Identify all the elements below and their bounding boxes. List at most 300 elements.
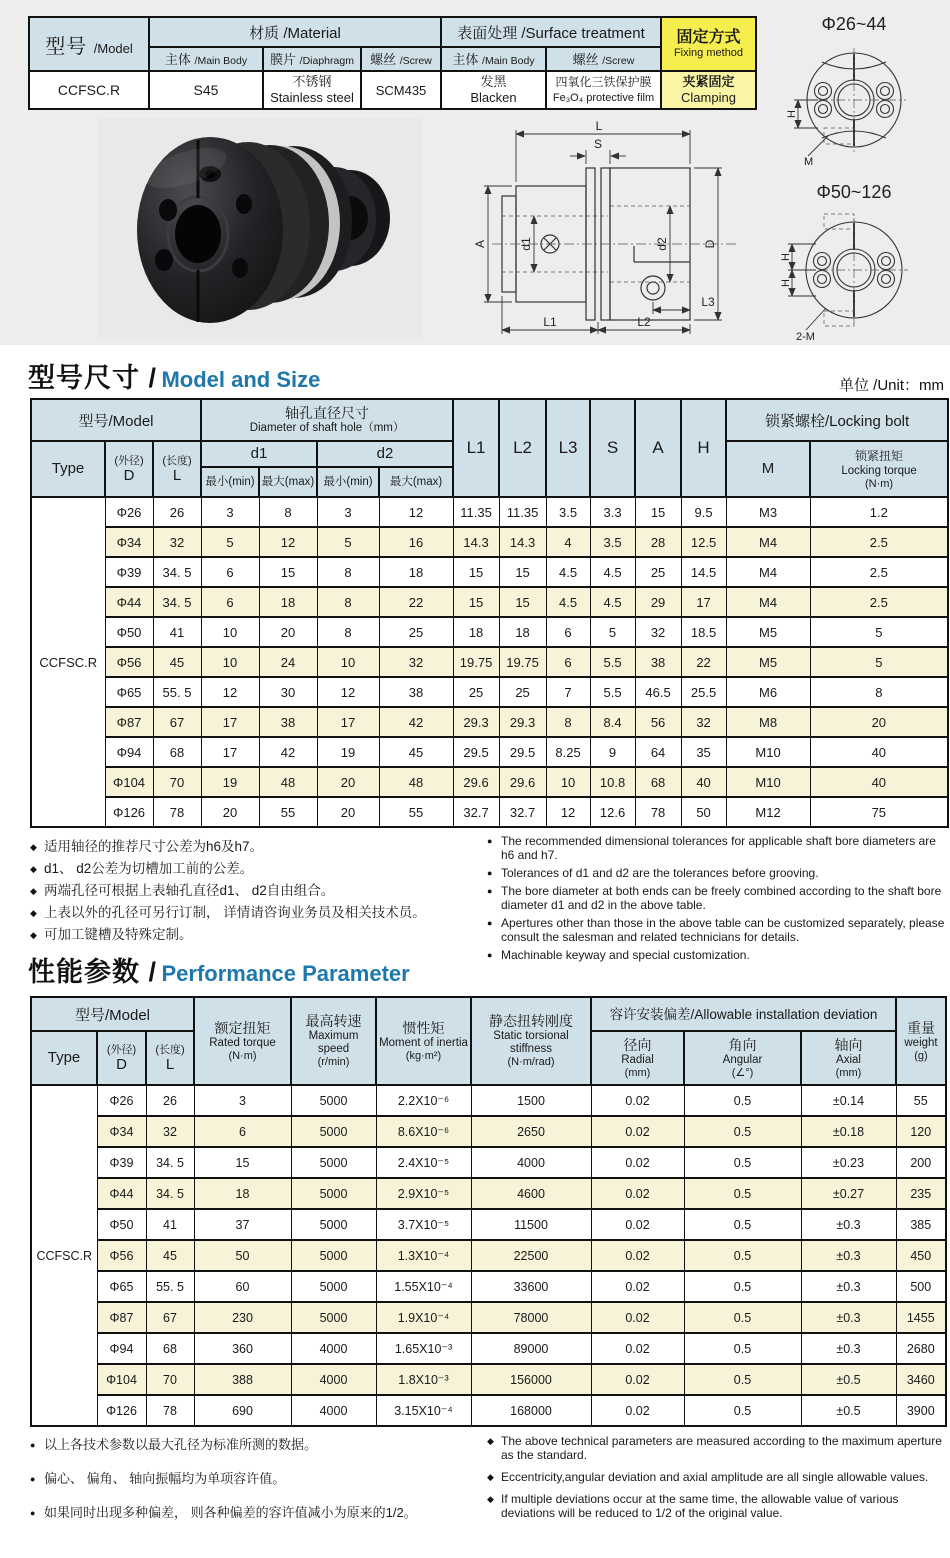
cell: 89000 [471,1333,591,1364]
note-item [30,858,480,880]
bolt-M-label: M [804,156,814,168]
cell: 5 [810,617,948,647]
cell: 45 [146,1240,194,1271]
cell: 2680 [896,1333,946,1364]
table-row [31,677,948,707]
d1-max-header: 最大(max) [259,467,317,497]
cell: 2.2X10⁻⁶ [376,1085,471,1116]
cell: 3.5 [590,527,635,557]
cell: 22 [379,587,453,617]
cell: 78 [153,797,201,827]
cell: 4600 [471,1178,591,1209]
cell: 388 [194,1364,291,1395]
cell: 5 [590,617,635,647]
note-bullet: ● [487,868,493,878]
dim-A-label: A [473,239,487,249]
front-large-title: Φ50~126 [816,182,892,202]
spec-diaphragm-header: 膜片 /Diaphragm [263,47,361,71]
note-text: 两端孔径可根据上表轴孔直径d1、 d2自由组合。 [44,883,335,898]
cell: 0.02 [591,1333,684,1364]
table-row [31,1116,946,1147]
spec-surface-header: 表面处理 /Surface treatment [441,17,661,47]
cell: 55. 5 [146,1271,194,1302]
note-item [30,836,480,858]
perf-type-header: Type [31,1031,97,1085]
table-row [31,1209,946,1240]
note-bullet: ◆ [487,1494,494,1504]
cell: 10.8 [590,767,635,797]
cell: 1.3X10⁻⁴ [376,1240,471,1271]
note-text: Machinable keyway and special customization. [501,948,750,962]
col-A-header: A [635,399,681,497]
cell: 55 [259,797,317,827]
cell: 2650 [471,1116,591,1147]
cell: 8.4 [590,707,635,737]
cell: 168000 [471,1395,591,1426]
front-view-large [780,182,908,343]
cell: 3.5 [546,497,590,527]
cell: 25 [453,677,499,707]
note-item [487,916,945,944]
dim-D-label: D [703,239,717,249]
spec-model-value: CCFSC.R [29,71,149,109]
cell: Φ39 [105,557,153,587]
spec-fixing-value: 夹紧固定 Clamping [661,71,756,109]
table-row [31,1333,946,1364]
cell: 18 [453,617,499,647]
performance-table [30,996,947,1427]
cell: 0.02 [591,1302,684,1333]
size-model-header: 型号/Model [31,399,201,441]
perf-notes-zh [30,1436,480,1522]
cell: 29 [635,587,681,617]
cell: 68 [146,1333,194,1364]
note-item [487,948,945,962]
cell: 45 [153,647,201,677]
weight-header: 重量 weight (g) [896,997,946,1085]
cell: 8 [317,617,379,647]
cell: 8.6X10⁻⁶ [376,1116,471,1147]
cell: 0.5 [684,1116,801,1147]
cell: 10 [546,767,590,797]
cell: 3 [201,497,259,527]
table-row [31,497,948,527]
table-row [31,527,948,557]
d2-header: d2 [317,441,453,467]
dim-L3-label: L3 [701,295,715,309]
cell: Φ44 [105,587,153,617]
cell: M4 [726,557,810,587]
cell: 5.5 [590,677,635,707]
cell: 12 [379,497,453,527]
cell: 360 [194,1333,291,1364]
cell: Φ56 [97,1240,146,1271]
cell: 50 [194,1240,291,1271]
cell: 7 [546,677,590,707]
table-row [31,557,948,587]
cell: 29.6 [499,767,546,797]
note-text: 上表以外的孔径可另行订制， 详情请咨询业务员及相关技术员。 [44,905,426,920]
cell: 120 [896,1116,946,1147]
cell: Φ50 [97,1209,146,1240]
type-header: Type [31,441,105,497]
cell: 3 [317,497,379,527]
note-text: 适用轴径的推荐尺寸公差为h6及h7。 [44,839,264,854]
cell: 5 [201,527,259,557]
d1-min-header: 最小(min) [201,467,259,497]
cell: 19 [317,737,379,767]
size-table [30,398,949,828]
dim-d1-label: d1 [519,237,533,251]
cell: ±0.18 [801,1116,896,1147]
table-row [31,1395,946,1426]
spec-screw-value: SCM435 [361,71,441,109]
cell: ±0.5 [801,1364,896,1395]
cell: 1.8X10⁻³ [376,1364,471,1395]
cell: 26 [146,1085,194,1116]
cell: 46.5 [635,677,681,707]
note-text: Eccentricity,angular deviation and axial amplitude are all single allowable values. [501,1470,929,1484]
cell: 1.55X10⁻⁴ [376,1271,471,1302]
note-bullet: ◆ [30,908,37,918]
spec-surface-screw-value: 四氧化三铁保护膜 Fe₃O₄ protective film [546,71,661,109]
cell: 14.5 [681,557,726,587]
cell: 50 [681,797,726,827]
cell: 40 [681,767,726,797]
cell: 28 [635,527,681,557]
note-bullet: ◆ [487,1436,494,1446]
cell: 10 [317,647,379,677]
cell: ±0.3 [801,1240,896,1271]
cell: 0.02 [591,1395,684,1426]
cell: Φ34 [97,1116,146,1147]
note-bullet: ● [487,950,493,960]
cell: 26 [153,497,201,527]
spec-surface-mainbody-value: 发黑 Blacken [441,71,546,109]
cell: 385 [896,1209,946,1240]
cell: 8.25 [546,737,590,767]
note-text: d1、 d2公差为切槽加工前的公差。 [44,861,254,876]
cell: ±0.3 [801,1209,896,1240]
table-row [31,617,948,647]
cell: 67 [146,1302,194,1333]
cell: 32 [681,707,726,737]
d1-header: d1 [201,441,317,467]
cell: 5000 [291,1178,376,1209]
note-text: The bore diameter at both ends can be freely combined according to the shaft bore diameter d1 and d2 in the above table. [501,884,942,912]
spec-fixing-header: 固定方式 Fixing method [661,17,756,71]
cell: 4.5 [590,587,635,617]
max-speed-header: 最高转速 Maximum speed (r/min) [291,997,376,1085]
dim-L-label: L [595,119,603,133]
note-item [30,1504,480,1522]
cell: 11.35 [499,497,546,527]
cell: 3.15X10⁻⁴ [376,1395,471,1426]
deviation-header: 容许安装偏差/Allowable installation deviation [591,997,896,1031]
cell: 5000 [291,1116,376,1147]
cell: 68 [153,737,201,767]
cell: 17 [201,707,259,737]
cell: 1455 [896,1302,946,1333]
spec-table [28,16,757,110]
cell: 17 [317,707,379,737]
spec-surface-screw-header: 螺丝 /Screw [546,47,661,71]
dim-H-upper-label: H [780,253,792,261]
cell: 0.5 [684,1395,801,1426]
cell: M4 [726,587,810,617]
top-section [0,0,950,345]
cell: 32.7 [499,797,546,827]
cell: 156000 [471,1364,591,1395]
cell: 5000 [291,1302,376,1333]
col-H-header: H [681,399,726,497]
note-text: Apertures other than those in the above table can be customized separately, please consult the salesman and related technicians for details. [501,916,945,944]
perf-section-title: 性能参数 / Performance Parameter [28,957,410,987]
cell: 34. 5 [146,1178,194,1209]
cell: 3.3 [590,497,635,527]
cell: 0.5 [684,1147,801,1178]
cell: 4.5 [546,557,590,587]
cell: 0.02 [591,1116,684,1147]
table-row [31,1364,946,1395]
dim-S-label: S [593,137,603,151]
note-text: 如果同时出现多种偏差， 则各种偏差的容许值减小为原来的1/2。 [44,1505,417,1520]
cell: Φ87 [97,1302,146,1333]
table-row [31,1302,946,1333]
table-row [31,1147,946,1178]
cell: M4 [726,527,810,557]
cell: 38 [259,707,317,737]
cell: 12 [259,527,317,557]
cell: 48 [259,767,317,797]
axial-header: 轴向 Axial (mm) [801,1031,896,1085]
cell: 42 [379,707,453,737]
cell: 6 [546,647,590,677]
cell: 0.5 [684,1271,801,1302]
note-text: 偏心、 偏角、 轴向振幅均为单项容许值。 [44,1471,286,1486]
table-row [31,1271,946,1302]
size-notes-zh [30,836,480,946]
cell: 38 [635,647,681,677]
cell: 20 [201,797,259,827]
cell: 16 [379,527,453,557]
cell: Φ126 [105,797,153,827]
cell: 48 [379,767,453,797]
cell: 11500 [471,1209,591,1240]
cell: Φ104 [105,767,153,797]
cell: 8 [259,497,317,527]
note-bullet: ● [487,918,493,928]
cell: 32 [379,647,453,677]
cell: 8 [810,677,948,707]
note-item [30,924,480,946]
cell: 8 [317,557,379,587]
cell: 12.6 [590,797,635,827]
cell: 690 [194,1395,291,1426]
col-S-header: S [590,399,635,497]
cell: ±0.3 [801,1302,896,1333]
perf-notes-en [487,1434,945,1520]
cell: 19.75 [499,647,546,677]
cell: ±0.3 [801,1271,896,1302]
cell: 18.5 [681,617,726,647]
cell: 17 [681,587,726,617]
cell: 0.5 [684,1302,801,1333]
cell: 25 [499,677,546,707]
cell: 10 [201,617,259,647]
cell: Φ50 [105,617,153,647]
cell: M8 [726,707,810,737]
M-header: M [726,441,810,497]
cell: 2.5 [810,527,948,557]
cell: M5 [726,647,810,677]
cell: 25 [635,557,681,587]
table-row [31,647,948,677]
cell: 9.5 [681,497,726,527]
cell: 12 [201,677,259,707]
spec-mainbody-value: S45 [149,71,263,109]
cell: 32 [146,1116,194,1147]
cell: 12.5 [681,527,726,557]
cell: 0.5 [684,1209,801,1240]
cell: M10 [726,737,810,767]
locking-torque-header: 锁紧扭矩 Locking torque (N·m) [810,441,948,497]
cell: 15 [453,557,499,587]
cell: 0.5 [684,1240,801,1271]
cell: 56 [635,707,681,737]
spec-surface-mainbody-header: 主体 /Main Body [441,47,546,71]
cell: Φ65 [105,677,153,707]
cell: 10 [201,647,259,677]
product-photo [98,118,422,340]
cell: 15 [194,1147,291,1178]
cell: 3460 [896,1364,946,1395]
cell: 40 [810,737,948,767]
cell: 5 [317,527,379,557]
cell: 4 [546,527,590,557]
cell: 2.9X10⁻⁵ [376,1178,471,1209]
stiffness-header: 静态扭转刚度 Static torsional stiffness (N·m/rad) [471,997,591,1085]
front-view-drawings [762,12,946,344]
side-view-drawing [438,116,760,344]
cell: 9 [590,737,635,767]
cell: 0.5 [684,1364,801,1395]
cell: Φ126 [97,1395,146,1426]
cell: 0.02 [591,1364,684,1395]
note-item [30,1470,480,1488]
cell: ±0.23 [801,1147,896,1178]
cell: 34. 5 [153,587,201,617]
note-item [487,834,945,862]
note-bullet: ● [30,1508,36,1518]
dim-d2-label: d2 [655,237,669,251]
spec-model-header: 型号 /Model [29,17,149,71]
cell: 3.7X10⁻⁵ [376,1209,471,1240]
note-text: 可加工键槽及特殊定制。 [44,927,193,942]
cell: Φ65 [97,1271,146,1302]
perf-outer-diameter-header: (外径) D [97,1031,146,1085]
cell: 64 [635,737,681,767]
dim-H-label: H [786,110,798,118]
cell: 60 [194,1271,291,1302]
table-row [31,587,948,617]
table-row [31,707,948,737]
cell: 29.6 [453,767,499,797]
cell: 5.5 [590,647,635,677]
perf-model-header: 型号/Model [31,997,194,1031]
cell: 0.02 [591,1147,684,1178]
cell: 1.2 [810,497,948,527]
cell: 0.02 [591,1209,684,1240]
cell: 30 [259,677,317,707]
cell: 0.02 [591,1085,684,1116]
cell: 32.7 [453,797,499,827]
cell: 5000 [291,1147,376,1178]
cell: 22500 [471,1240,591,1271]
table-row [31,1178,946,1209]
cell: 78 [146,1395,194,1426]
cell: 1.9X10⁻⁴ [376,1302,471,1333]
d2-min-header: 最小(min) [317,467,379,497]
dim-L1-label: L1 [543,315,557,329]
note-item [30,902,480,924]
dim-H-lower-label: H [780,279,792,287]
cell: 37 [194,1209,291,1240]
cell: M12 [726,797,810,827]
length-header: (长度) L [153,441,201,497]
cell: ±0.3 [801,1333,896,1364]
cell: 14.3 [453,527,499,557]
note-bullet: ◆ [30,842,37,852]
front-small-title: Φ26~44 [821,14,887,34]
cell: 29.3 [499,707,546,737]
cell: M5 [726,617,810,647]
cell: 15 [259,557,317,587]
note-bullet: ◆ [30,930,37,940]
cell: ±0.14 [801,1085,896,1116]
cell: M3 [726,497,810,527]
cell: 78 [635,797,681,827]
cell: 20 [317,767,379,797]
note-text: The recommended dimensional tolerances for applicable shaft bore diameters are h6 and h7. [501,834,936,862]
cell: Φ94 [97,1333,146,1364]
cell: 5000 [291,1209,376,1240]
cell: 14.3 [499,527,546,557]
table-row [31,767,948,797]
col-L1-header: L1 [453,399,499,497]
cell: 41 [146,1209,194,1240]
cell: 25 [379,617,453,647]
cell: 20 [810,707,948,737]
note-item [487,866,945,880]
cell: Φ26 [105,497,153,527]
cell: 18 [194,1178,291,1209]
cell: 0.5 [684,1085,801,1116]
cell: Φ39 [97,1147,146,1178]
cell: 0.02 [591,1178,684,1209]
cell: Φ44 [97,1178,146,1209]
cell: 55. 5 [153,677,201,707]
cell: 0.5 [684,1178,801,1209]
radial-header: 径向 Radial (mm) [591,1031,684,1085]
note-text: 以上各技术参数以最大孔径为标准所测的数据。 [44,1437,318,1452]
cell: 70 [146,1364,194,1395]
note-text: Tolerances of d1 and d2 are the tolerances before grooving. [501,866,819,880]
front-view-small [786,14,906,168]
cell: 1.65X10⁻³ [376,1333,471,1364]
cell: 12 [546,797,590,827]
cell: 41 [153,617,201,647]
